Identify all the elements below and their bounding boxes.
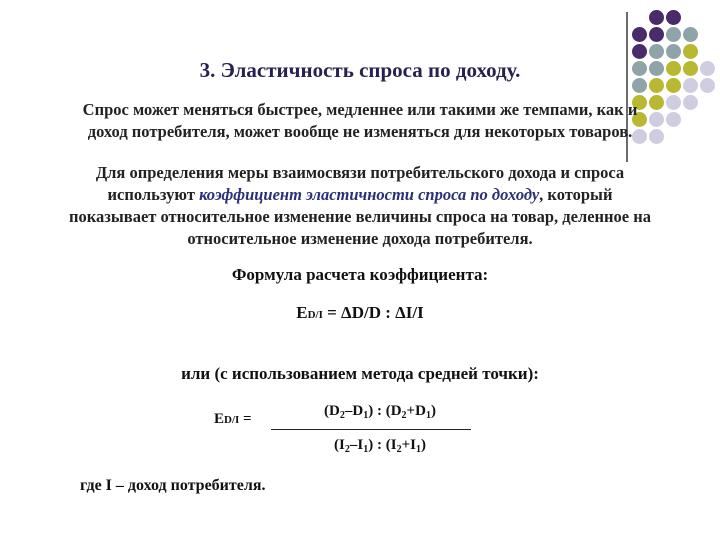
decorative-dot: [666, 44, 681, 59]
numerator-subscript: 1: [363, 410, 369, 421]
decorative-dot: [632, 44, 647, 59]
numerator-part: +D: [406, 403, 426, 419]
numerator-subscript: 2: [339, 410, 345, 421]
decorative-dot: [649, 10, 664, 25]
paragraph-intro-line: доход потребителя, может вообще не изменяться для некоторых товаров.: [87, 122, 633, 141]
term-emphasis: коэффициент эластичности спроса по доходу: [199, 185, 540, 204]
formula-basic: [0, 303, 720, 323]
lhs-symbol: E: [214, 411, 225, 427]
numerator-part: (D: [324, 403, 340, 419]
formula-numerator: [300, 403, 460, 421]
numerator-part: ): [430, 403, 436, 419]
formula-expression: = ΔD/D : ΔI/I: [322, 303, 424, 322]
midpoint-method-caption: или (с использованием метода средней точки):: [181, 364, 539, 383]
paragraph-definition-line: Для определения меры взаимосвязи потребительского дохода и спроса: [95, 163, 625, 182]
formula-symbol-sub: D/I: [307, 309, 323, 321]
definition-suffix: , который: [539, 185, 613, 204]
decorative-dot: [683, 44, 698, 59]
denominator-subscript: 1: [415, 444, 421, 455]
formula-denominator: [300, 437, 460, 455]
numerator-part: ) : (D: [368, 403, 402, 419]
definition-prefix: используют: [107, 185, 200, 204]
numerator-subscript: 1: [425, 410, 431, 421]
fraction-bar: [271, 429, 471, 430]
decorative-dot: [683, 27, 698, 42]
denominator-part: (I: [334, 437, 345, 453]
paragraph-definition-line: относительное изменение дохода потребителя.: [187, 229, 533, 248]
lhs-symbol-sub: D/I: [224, 414, 240, 426]
denominator-subscript: 2: [396, 444, 402, 455]
denominator-subscript: 1: [363, 444, 369, 455]
denominator-subscript: 2: [344, 444, 350, 455]
denominator-part: ) : (I: [368, 437, 397, 453]
decorative-dot: [632, 27, 647, 42]
decorative-dot: [649, 44, 664, 59]
decorative-dot: [666, 27, 681, 42]
paragraph-definition-line: [40, 184, 680, 206]
decorative-dot: [683, 95, 698, 110]
paragraph-intro: [40, 99, 680, 143]
decorative-dot: [666, 10, 681, 25]
denominator-part: –I: [349, 437, 364, 453]
formula-heading: Формула расчета коэффициента:: [231, 265, 489, 284]
formula-midpoint-lhs: [214, 411, 252, 428]
denominator-part: ): [420, 437, 426, 453]
paragraph-definition-line: показывает относительное изменение величины спроса на товар, деленное на: [69, 207, 651, 226]
denominator-part: +I: [401, 437, 416, 453]
formula-symbol: E: [296, 303, 308, 322]
slide-title: 3. Эластичность спроса по доходу.: [199, 58, 521, 82]
lhs-equals: =: [239, 411, 252, 427]
paragraph-definition: [40, 162, 680, 250]
numerator-part: –D: [344, 403, 364, 419]
variable-definition: где I – доход потребителя.: [80, 477, 266, 494]
numerator-subscript: 2: [401, 410, 407, 421]
decorative-dot: [649, 27, 664, 42]
paragraph-intro-line: Спрос может меняться быстрее, медленнее или такими же темпами, как и: [82, 100, 638, 119]
